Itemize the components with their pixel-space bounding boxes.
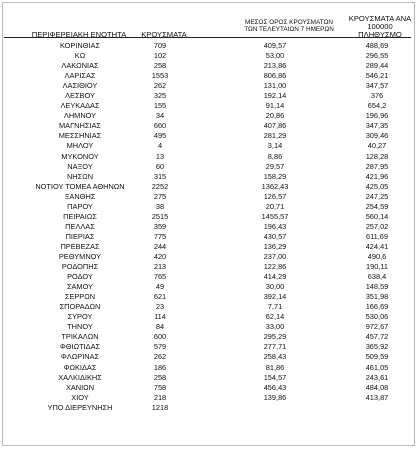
table-row [0,292,419,302]
region-name-cell: ΣΑΜΟΥ [66,282,94,292]
region-name-cell: ΛΑΣΙΘΙΟΥ [62,81,98,91]
cases-cell: 1553 [151,71,169,81]
table-row [0,403,419,413]
cases-cell: 660 [153,121,167,131]
region-name-cell: ΛΑΚΩΝΙΑΣ [61,61,99,71]
seven-day-average-cell: 3,14 [267,141,283,151]
cases-per-100k-cell: 457,72 [365,332,389,342]
table-row [0,302,419,312]
cases-cell: 102 [153,51,167,61]
cases-per-100k-cell: 546,21 [365,71,389,81]
table-row [0,393,419,403]
cases-per-100k-cell: 257,02 [365,221,389,231]
table-row [0,352,419,362]
table-row [0,81,419,91]
cases-per-100k-cell: 638,4 [367,272,387,282]
seven-day-average-cell: 196,43 [263,221,287,231]
cases-cell: 495 [153,131,167,141]
cases-per-100k-cell: 972,67 [365,322,389,332]
cases-per-100k-cell: 365,92 [365,342,389,352]
cases-cell: 114 [154,312,166,322]
cases-per-100k-cell: 190,11 [365,262,389,272]
header-divider [4,37,411,38]
cases-cell: 244 [153,241,167,251]
seven-day-average-cell: 295,29 [263,332,287,342]
table-row [0,242,419,252]
cases-cell: 1218 [151,402,169,412]
header-cases: ΚΡΟΥΣΜΑΤΑ [141,30,187,39]
region-name-cell: ΧΑΛΚΙΔΙΚΗΣ [58,372,102,382]
region-name-cell: ΜΗΛΟΥ [66,141,94,151]
cases-cell: 13 [155,151,165,161]
cases-cell: 84 [155,322,165,332]
table-row [0,373,419,383]
cases-cell: 262 [153,81,167,91]
cases-cell: 4 [157,141,163,151]
cases-per-100k-cell: 166,69 [365,302,389,312]
region-name-cell: ΠΙΕΡΙΑΣ [65,231,95,241]
header-7day-average [222,20,356,33]
table-row [0,172,419,182]
table-row [0,141,419,151]
seven-day-average-cell: 430,57 [263,231,287,241]
header-7day-average-line1: ΜΕΣΟΣ ΟΡΟΣ ΚΡΟΥΣΜΑΤΩΝ [245,19,333,26]
region-name-cell: ΦΩΚΙΔΑΣ [63,362,97,372]
seven-day-average-cell: 7,71 [267,302,283,312]
cases-cell: 2252 [151,181,169,191]
region-name-cell: ΡΕΘΥΜΝΟΥ [58,251,102,261]
cases-per-100k-cell: 196,96 [365,111,389,121]
cases-per-100k-cell: 254,59 [365,201,389,211]
cases-cell: 49 [155,282,165,292]
cases-cell: 258 [153,61,167,71]
header-7day-average-line2: ΤΩΝ ΤΕΛΕΥΤΑΙΩΝ 7 ΗΜΕΡΩΝ [244,25,334,33]
cases-per-100k-cell: 309,46 [365,131,389,141]
seven-day-average-cell: 122,86 [263,262,287,272]
cases-cell: 155 [153,101,167,111]
table-row [0,131,419,141]
table-row [0,182,419,192]
region-name-cell: ΝΑΞΟΥ [67,161,93,171]
region-name-cell: ΧΑΝΙΩΝ [65,382,95,392]
region-name-cell: ΜΕΣΣΗΝΙΑΣ [58,131,102,141]
cases-cell: 34 [155,111,165,121]
region-name-cell: ΠΡΕΒΕΖΑΣ [60,241,100,251]
table-row [0,51,419,61]
cases-per-100k-cell: 243,61 [365,372,389,382]
cases-cell: 315 [153,171,167,181]
table-row [0,71,419,81]
seven-day-average-cell: 126,57 [263,191,287,201]
cases-cell: 275 [153,191,167,201]
table-row [0,342,419,352]
header-cases-per-100k-line2: ΠΛΗΘΥΣΜΟ [358,29,402,39]
table-row [0,232,419,242]
seven-day-average-cell: 414,29 [263,272,287,282]
cases-cell: 258 [153,372,167,382]
seven-day-average-cell: 53,00 [265,51,285,61]
table-row [0,383,419,393]
table-row [0,322,419,332]
seven-day-average-cell: 277,71 [263,342,287,352]
cases-per-100k-cell: 413,87 [365,392,389,402]
seven-day-average-cell: 158,29 [263,171,287,181]
table-row [0,272,419,282]
cases-cell: 38 [155,201,165,211]
seven-day-average-cell: 258,43 [263,352,287,362]
cases-per-100k-cell: 40,27 [367,141,387,151]
region-name-cell: ΤΗΝΟΥ [67,322,93,332]
table-row [0,312,419,322]
cases-per-100k-cell: 287,95 [365,161,389,171]
cases-per-100k-cell: 488,69 [365,41,389,50]
region-name-cell: ΛΕΥΚΑΔΑΣ [60,101,100,111]
cases-per-100k-cell: 351,98 [365,292,389,302]
seven-day-average-cell: 806,86 [263,71,287,81]
cases-cell: 186 [153,362,167,372]
table-row [0,202,419,212]
table-row [0,262,419,272]
region-name-cell: ΦΘΙΩΤΙΔΑΣ [59,342,101,352]
table-row [0,61,419,71]
seven-day-average-cell: 136,29 [263,241,287,251]
table-row [0,121,419,131]
table-row [0,192,419,202]
seven-day-average-cell: 154,57 [263,372,287,382]
cases-per-100k-cell: 421,96 [365,171,389,181]
region-name-cell: ΚΟΡΙΝΘΙΑΣ [59,41,101,50]
seven-day-average-cell: 1362,43 [261,181,289,191]
seven-day-average-cell: 281,29 [263,131,287,141]
region-name-cell: ΧΙΟΥ [71,392,89,402]
table-body [0,41,419,413]
region-name-cell: ΚΩ [74,51,86,61]
seven-day-average-cell: 407,86 [263,121,287,131]
seven-day-average-cell: 409,57 [263,41,287,50]
cases-per-100k-cell: 376 [370,91,384,101]
cases-cell: 579 [153,342,167,352]
seven-day-average-cell: 192,14 [263,91,287,101]
cases-per-100k-cell: 347,57 [365,81,389,91]
seven-day-average-cell: 1455,57 [261,211,289,221]
cases-per-100k-cell: 424,41 [365,241,389,251]
cases-cell: 218 [153,392,167,402]
cases-per-100k-cell: 425,05 [365,181,389,191]
table-row [0,152,419,162]
region-name-cell: ΜΑΓΝΗΣΙΑΣ [59,121,101,131]
table-row [0,41,419,51]
cases-cell: 775 [153,231,167,241]
region-name-cell: ΛΕΣΒΟΥ [65,91,95,101]
seven-day-average-cell: 8,86 [267,151,283,161]
cases-cell: 709 [153,41,167,50]
cases-cell: 359 [153,221,167,231]
region-name-cell: ΞΑΝΘΗΣ [64,191,96,201]
region-name-cell: ΦΛΩΡΙΝΑΣ [60,352,100,362]
seven-day-average-cell: 213,86 [263,61,287,71]
cases-per-100k-cell: 128,28 [365,151,389,161]
cases-per-100k-cell: 509,59 [365,352,389,362]
cases-cell: 621 [153,292,167,302]
cases-per-100k-cell: 530,06 [365,312,389,322]
table-row [0,282,419,292]
cases-cell: 60 [155,161,165,171]
seven-day-average-cell: 131,00 [263,81,287,91]
region-name-cell: ΡΟΔΟΥ [67,272,93,282]
cases-cell: 213 [153,262,167,272]
cases-per-100k-cell: 347,35 [365,121,389,131]
region-name-cell: ΥΠΟ ΔΙΕΡΕΥΝΗΣΗ [47,402,113,412]
table-row [0,91,419,101]
region-name-cell: ΠΕΙΡΑΙΩΣ [63,211,97,221]
seven-day-average-cell: 33,00 [265,322,285,332]
table-row [0,162,419,172]
region-name-cell: ΠΕΛΛΑΣ [65,221,95,231]
seven-day-average-cell: 81,86 [265,362,285,372]
cases-per-100k-cell: 490,6 [367,251,387,261]
region-name-cell: ΜΥΚΟΝΟΥ [61,151,99,161]
table-row [0,212,419,222]
seven-day-average-cell: 91,14 [265,101,285,111]
table-row [0,332,419,342]
table-row [0,101,419,111]
header-regional-unit: ΠΕΡΙΦΕΡΕΙΑΚΗ ΕΝΟΤΗΤΑ [31,30,127,39]
table-row [0,252,419,262]
seven-day-average-cell: 30,00 [265,282,285,292]
header-cases-per-100k-line1: ΚΡΟΥΣΜΑΤΑ ΑΝΑ 100000 [348,14,412,31]
cases-per-100k-cell: 560,14 [365,211,389,221]
table-row [0,222,419,232]
seven-day-average-cell: 20,71 [265,201,285,211]
cases-cell: 2515 [151,211,169,221]
cases-cell: 765 [153,272,167,282]
cases-cell: 23 [155,302,165,312]
cases-cell: 758 [153,382,167,392]
seven-day-average-cell: 237,00 [263,251,287,261]
region-name-cell: ΣΕΡΡΩΝ [64,292,96,302]
region-name-cell: ΤΡΙΚΑΛΩΝ [61,332,99,342]
header-cases-per-100k [347,15,413,39]
cases-per-100k-cell: 654,2 [367,101,387,111]
cases-per-100k-cell: 296,55 [365,51,389,61]
table-row [0,111,419,121]
seven-day-average-cell: 29,57 [265,161,285,171]
seven-day-average-cell: 456,43 [263,382,287,392]
region-name-cell: ΣΥΡΟΥ [67,312,93,322]
cases-per-100k-cell: 484,08 [365,382,389,392]
cases-cell: 420 [153,251,167,261]
table-header [0,8,419,39]
region-name-cell: ΣΠΟΡΑΔΩΝ [59,302,101,312]
seven-day-average-cell: 20,86 [265,111,285,121]
cases-cell: 262 [153,352,167,362]
cases-cell: 325 [153,91,167,101]
seven-day-average-cell: 392,14 [263,292,287,302]
seven-day-average-cell: 62,14 [265,312,285,322]
region-name-cell: ΡΟΔΟΠΗΣ [61,262,99,272]
cases-per-100k-cell: 461,05 [365,362,389,372]
region-name-cell: ΝΟΤΙΟΥ ΤΟΜΕΑ ΑΘΗΝΩΝ [35,181,125,191]
cases-per-100k-cell: 247,25 [365,191,389,201]
region-name-cell: ΝΗΣΩΝ [66,171,94,181]
cases-per-100k-cell: 289,44 [365,61,389,71]
cases-per-100k-cell: 611,69 [365,231,389,241]
seven-day-average-cell: 139,86 [263,392,287,402]
region-name-cell: ΠΑΡΟΥ [67,201,93,211]
region-name-cell: ΛΑΡΙΣΑΣ [64,71,96,81]
cases-per-100k-cell: 148,59 [365,282,389,292]
table-row [0,363,419,373]
cases-cell: 600 [153,332,167,342]
region-name-cell: ΛΗΜΝΟΥ [63,111,97,121]
